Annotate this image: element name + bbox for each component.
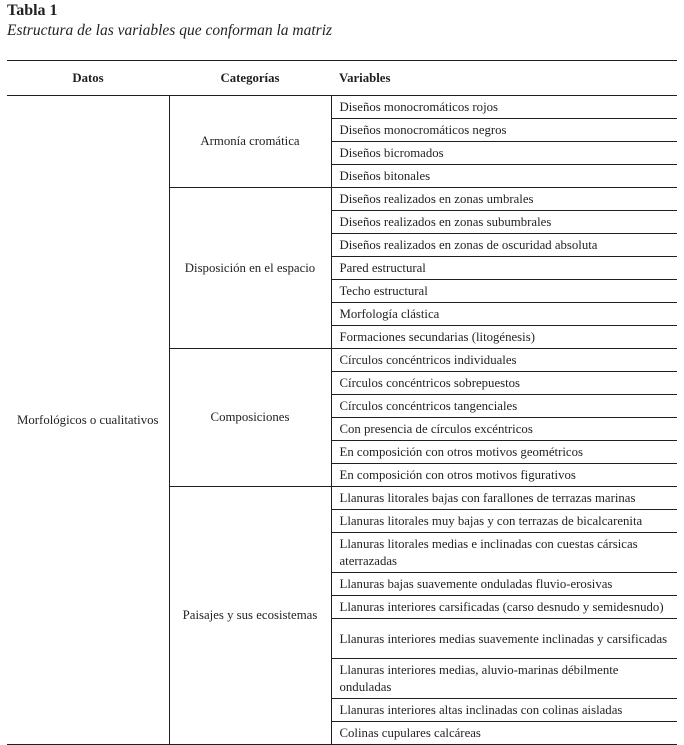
variable-cell: Morfología clástica	[331, 303, 677, 326]
table-subtitle: Estructura de las variables que conforman la matriz	[7, 22, 333, 39]
variable-cell: Diseños realizados en zonas umbrales	[331, 188, 677, 211]
variable-cell: En composición con otros motivos figurativos	[331, 464, 677, 487]
variable-cell: Con presencia de círculos excéntricos	[331, 418, 677, 441]
variable-cell: Diseños realizados en zonas subumbrales	[331, 211, 677, 234]
variables-table	[7, 60, 677, 745]
variable-cell: Llanuras bajas suavemente onduladas fluvio-erosivas	[331, 573, 677, 596]
variable-cell: Diseños bitonales	[331, 165, 677, 188]
variable-cell: Llanuras litorales muy bajas y con terrazas de bicalcarenita	[331, 510, 677, 533]
category-cell: Composiciones	[169, 349, 331, 487]
variable-cell: Llanuras interiores carsificadas (carso desnudo y semidesnudo)	[331, 596, 677, 619]
category-cell: Armonía cromática	[169, 96, 331, 188]
header-categorias: Categorías	[169, 61, 331, 96]
variable-cell: Diseños realizados en zonas de oscuridad absoluta	[331, 234, 677, 257]
variable-cell: Techo estructural	[331, 280, 677, 303]
header-variables: Variables	[331, 61, 677, 96]
variable-cell: Formaciones secundarias (litogénesis)	[331, 326, 677, 349]
variable-cell: Diseños monocromáticos negros	[331, 119, 677, 142]
variable-cell: Llanuras interiores medias suavemente inclinadas y carsificadas	[331, 619, 677, 659]
variable-cell: Llanuras litorales bajas con farallones de terrazas marinas	[331, 487, 677, 510]
table-title: Tabla 1	[7, 2, 58, 19]
datos-cell: Morfológicos o cualitativos	[7, 96, 169, 745]
variable-cell: Llanuras interiores altas inclinadas con colinas aisladas	[331, 699, 677, 722]
table-body	[7, 96, 677, 745]
variable-cell: Círculos concéntricos individuales	[331, 349, 677, 372]
category-cell: Disposición en el espacio	[169, 188, 331, 349]
category-cell: Paisajes y sus ecosistemas	[169, 487, 331, 745]
variable-cell: En composición con otros motivos geométricos	[331, 441, 677, 464]
variable-cell: Diseños monocromáticos rojos	[331, 96, 677, 119]
variable-cell: Diseños bicromados	[331, 142, 677, 165]
variable-cell: Círculos concéntricos sobrepuestos	[331, 372, 677, 395]
variable-cell: Colinas cupulares calcáreas	[331, 722, 677, 745]
variable-cell: Círculos concéntricos tangenciales	[331, 395, 677, 418]
table-row	[7, 96, 677, 119]
variable-cell: Llanuras litorales medias e inclinadas con cuestas cársicas aterrazadas	[331, 533, 677, 573]
variable-cell: Llanuras interiores medias, aluvio-marinas débilmente onduladas	[331, 659, 677, 699]
header-datos: Datos	[7, 61, 169, 96]
header-row	[7, 61, 677, 96]
variable-cell: Pared estructural	[331, 257, 677, 280]
